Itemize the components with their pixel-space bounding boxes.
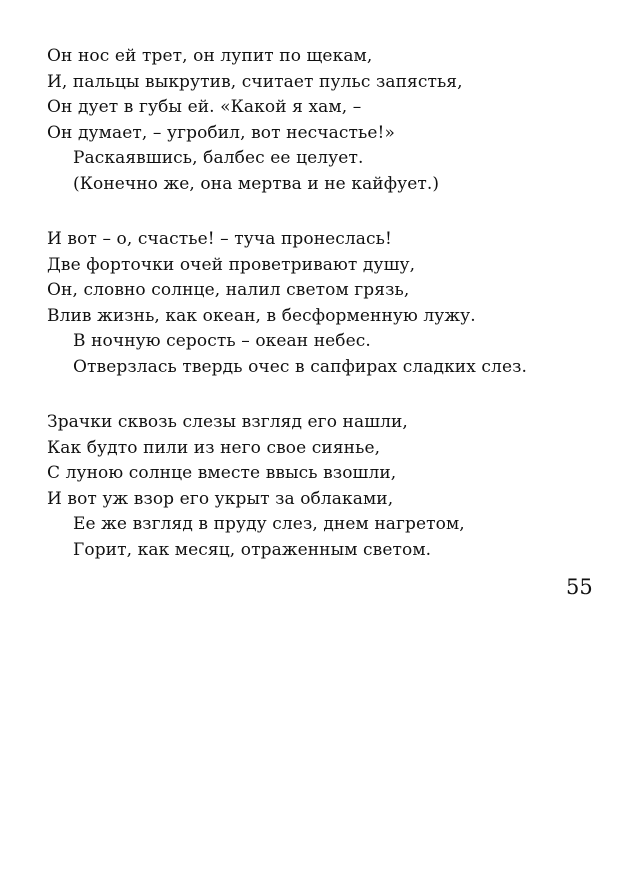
poem-line: И вот – о, счастье! – туча пронеслась! [47, 229, 392, 249]
poem-line: И вот уж взор его укрыт за облаками, [47, 488, 394, 509]
poem-line-indented: (Конечно же, она мертва и не кайфует.) [73, 173, 440, 194]
poem-line: Он нос ей трет, он лупит по щекам, [47, 46, 373, 66]
poem-text [47, 44, 607, 593]
stanza-1 [47, 44, 607, 197]
poem-line: Он, словно солнце, налил светом грязь, [47, 280, 410, 300]
poem-line-indented: Раскаявшись, балбес ее целует. [73, 148, 364, 168]
poem-line: Две форточки очей проветривают душу, [47, 254, 416, 275]
poem-line-indented: Отверзлась твердь очес в сапфирах сладких слез. [73, 356, 527, 377]
poem-line: Как будто пили из него свое сиянье, [47, 437, 381, 458]
poem-line: Он думает, – угробил, вот несчастье!» [47, 122, 395, 143]
poem-line: И, пальцы выкрутив, считает пульс запястья, [47, 71, 463, 92]
stanza-3 [47, 410, 607, 563]
poem-line: Зрачки сквозь слезы взгляд его нашли, [47, 412, 408, 432]
poem-line: Влив жизнь, как океан, в бесформенную лужу. [47, 305, 476, 326]
poem-line-indented: В ночную серость – океан небес. [73, 331, 371, 351]
poem-line: С луною солнце вместе ввысь взошли, [47, 463, 397, 483]
poem-line: Он дует в губы ей. «Какой я хам, – [47, 97, 362, 117]
poem-line-indented: Горит, как месяц, отраженным светом. [73, 539, 432, 560]
poem-line-indented: Ее же взгляд в пруду слез, днем нагретом, [73, 514, 465, 534]
page-number: 55 [566, 575, 593, 599]
stanza-2 [47, 227, 607, 380]
